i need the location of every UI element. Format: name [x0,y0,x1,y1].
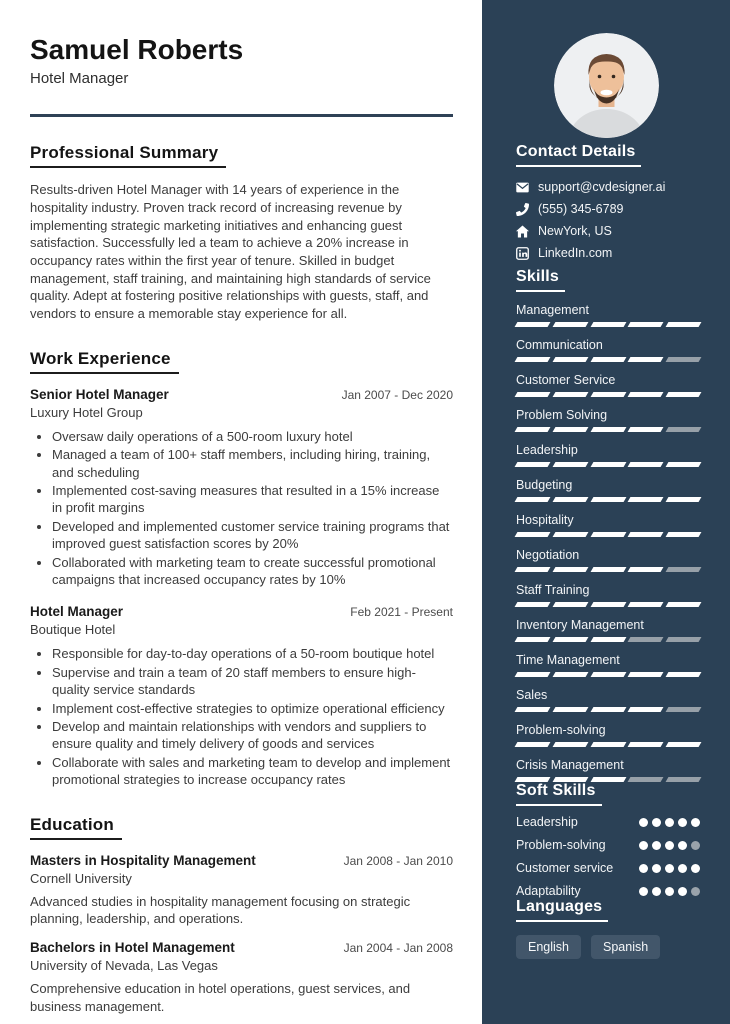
skill-label: Hospitality [516,513,574,527]
level-segment-filled [665,887,674,896]
skill-level-bar [516,532,700,537]
bullet-item: • Collaborate with sales and marketing team to develop and implement promotional strategies to increase occupancy rates [52,754,453,789]
level-segment-empty [666,707,702,712]
level-segment-empty [666,427,702,432]
level-segment-filled [552,532,588,537]
skill-label: Leadership [516,443,578,457]
language-pill: Spanish [591,935,660,959]
education-dates: Jan 2008 - Jan 2010 [343,853,453,868]
level-segment-filled [628,707,664,712]
education-entry [30,853,453,928]
level-segment-filled [652,841,661,850]
school-name: Cornell University [30,870,132,886]
experience-section [30,349,453,789]
contact-row-linkedin [516,246,700,260]
skill-level-bar [516,567,700,572]
skill-label: Management [516,303,589,317]
contact-linkedin: LinkedIn.com [538,246,613,260]
level-segment-filled [552,777,588,782]
phone-icon [516,203,529,216]
job-dates: Feb 2021 - Present [350,605,453,620]
soft-skill-label: Leadership [516,815,578,829]
level-segment-filled [628,357,664,362]
skill-item [516,618,700,642]
level-segment-filled [678,887,687,896]
contact-location: NewYork, US [538,224,612,238]
level-segment-filled [515,602,551,607]
job-title: Senior Hotel Manager [30,386,169,402]
skill-item [516,548,700,572]
level-segment-filled [515,777,551,782]
level-segment-filled [590,602,626,607]
level-segment-empty [666,357,702,362]
skill-level-bar [516,392,700,397]
level-segment-filled [666,602,702,607]
contact-row-email [516,180,700,194]
education-list [30,853,453,1016]
education-entry [30,940,453,1015]
soft-skill-level-dots [639,864,700,873]
level-segment-filled [590,497,626,502]
skill-label: Budgeting [516,478,573,492]
level-segment-filled [628,532,664,537]
contact-email: support@cvdesigner.ai [538,180,666,194]
contact-heading: Contact Details [516,143,641,167]
languages-heading: Languages [516,898,608,922]
skill-label: Staff Training [516,583,590,597]
skills-list [516,303,700,782]
skill-level-bar [516,672,700,677]
level-segment-filled [552,672,588,677]
level-segment-filled [552,742,588,747]
bullet-item: • Oversaw daily operations of a 500-room luxury hotel [52,428,453,445]
bullet-item: • Developed and implemented customer service training programs that improved guest satisfaction scores by 20% [52,518,453,553]
experience-heading: Work Experience [30,349,179,374]
job-entry [30,604,453,788]
skill-label: Inventory Management [516,618,644,632]
level-segment-filled [515,672,551,677]
bullet-item: • Responsible for day-to-day operations of a 50-room boutique hotel [52,645,453,662]
level-segment-filled [639,841,648,850]
education-description: Advanced studies in hospitality management focusing on strategic planning, leadership, and operations. [30,893,411,927]
skill-item [516,478,700,502]
level-segment-filled [590,637,626,642]
level-segment-empty [628,637,664,642]
skill-item [516,723,700,747]
skill-level-bar [516,602,700,607]
level-segment-filled [552,462,588,467]
bullet-item: • Collaborated with marketing team to create successful promotional campaigns that increased occupancy rates by 10% [52,554,453,589]
bullet-item: • Managed a team of 100+ staff members, including hiring, training, and scheduling [52,446,453,481]
degree-title: Masters in Hospitality Management [30,852,256,868]
sidebar [482,0,730,1024]
job-title: Hotel Manager [30,604,124,620]
soft-skill-level-dots [639,818,700,827]
soft-skills-list [516,815,700,898]
skill-level-bar [516,357,700,362]
level-segment-filled [590,322,626,327]
level-segment-filled [639,864,648,873]
person-job-title: Hotel Manager [30,70,129,88]
skill-item [516,758,700,782]
soft-skill-row [516,815,700,829]
skill-level-bar [516,427,700,432]
skills-heading: Skills [516,268,565,292]
soft-skill-row [516,861,700,875]
skill-level-bar [516,742,700,747]
home-icon [516,225,529,238]
skill-level-bar [516,637,700,642]
contact-list [516,180,700,260]
level-segment-filled [552,707,588,712]
person-name: Samuel Roberts [30,34,244,65]
level-segment-empty [628,777,664,782]
level-segment-filled [552,357,588,362]
level-segment-empty [666,637,702,642]
skill-level-bar [516,462,700,467]
level-segment-filled [666,742,702,747]
avatar-wrap [512,33,700,143]
skill-item [516,408,700,432]
school-name: University of Nevada, Las Vegas [30,957,218,973]
languages-list [516,935,700,959]
skill-item [516,688,700,712]
skill-item [516,653,700,677]
skill-label: Time Management [516,653,620,667]
level-segment-filled [691,818,700,827]
level-segment-filled [515,357,551,362]
summary-text: Results-driven Hotel Manager with 14 years of experience in the hospitality industry. Proven track record of increasing revenue by implementing strategic marketing initiatives and enhancing guest satisfaction. Successfully led a team to achieve a 20% increase in occupancy rates within the first year of tenure. Skilled in budget management, staff training, and maintaining high standards of service quality. Adept at fostering positive relationships with guests, staff, and vendors to ensure a memorable stay experience for all. [30,182,431,322]
level-segment-filled [515,707,551,712]
level-segment-filled [678,864,687,873]
level-segment-filled [590,427,626,432]
soft-skill-label: Problem-solving [516,838,606,852]
level-segment-filled [590,672,626,677]
level-segment-filled [552,567,588,572]
education-entry-header [30,853,453,868]
skill-label: Negotiation [516,548,580,562]
skill-label: Communication [516,338,603,352]
job-entry [30,387,453,589]
level-segment-filled [639,887,648,896]
header-divider [30,114,453,117]
skill-label: Problem Solving [516,408,608,422]
level-segment-empty [666,567,702,572]
level-segment-filled [552,602,588,607]
level-segment-filled [590,532,626,537]
bullet-item: • Implement cost-effective strategies to optimize operational efficiency [52,700,453,717]
soft-skill-level-dots [639,841,700,850]
skill-item [516,443,700,467]
level-segment-filled [590,462,626,467]
soft-skills-heading: Soft Skills [516,782,602,806]
skill-item [516,583,700,607]
experience-list [30,387,453,789]
degree-title: Bachelors in Hotel Management [30,939,235,955]
summary-heading: Professional Summary [30,143,226,168]
level-segment-empty [666,777,702,782]
soft-skill-label: Adaptability [516,884,581,898]
bullet-item: • Supervise and train a team of 20 staff members to ensure high-quality service standards [52,664,453,699]
level-segment-filled [666,497,702,502]
email-icon [516,181,529,194]
level-segment-filled [666,322,702,327]
level-segment-filled [515,637,551,642]
level-segment-filled [590,742,626,747]
linkedin-icon [516,247,529,260]
level-segment-filled [515,322,551,327]
level-segment-filled [590,777,626,782]
level-segment-filled [552,427,588,432]
level-segment-filled [552,392,588,397]
contact-row-phone [516,202,700,216]
level-segment-filled [652,864,661,873]
level-segment-filled [628,392,664,397]
profile-photo [554,33,659,138]
level-segment-filled [652,818,661,827]
job-dates: Jan 2007 - Dec 2020 [341,387,453,402]
soft-skill-row [516,838,700,852]
level-segment-filled [552,497,588,502]
skill-item [516,513,700,537]
summary-section [30,143,453,322]
level-segment-filled [666,462,702,467]
soft-skill-label: Customer service [516,861,614,875]
level-segment-filled [666,392,702,397]
bullet-item: • Implemented cost-saving measures that resulted in a 15% increase in profit margins [52,482,453,517]
level-segment-filled [652,887,661,896]
job-company: Boutique Hotel [30,622,116,638]
level-segment-filled [628,567,664,572]
level-segment-filled [515,567,551,572]
skill-label: Sales [516,688,548,702]
skill-item [516,373,700,397]
level-segment-filled [515,742,551,747]
level-segment-filled [666,532,702,537]
job-entry-header [30,387,453,402]
level-segment-filled [515,497,551,502]
skill-item [516,303,700,327]
language-pill: English [516,935,581,959]
soft-skill-row [516,884,700,898]
job-entry-header [30,604,453,619]
level-segment-filled [590,357,626,362]
level-segment-filled [639,818,648,827]
level-segment-filled [665,864,674,873]
level-segment-filled [515,462,551,467]
level-segment-filled [552,322,588,327]
level-segment-filled [590,707,626,712]
level-segment-filled [515,532,551,537]
level-segment-filled [590,392,626,397]
level-segment-filled [678,841,687,850]
skill-level-bar [516,322,700,327]
level-segment-filled [666,672,702,677]
level-segment-filled [678,818,687,827]
level-segment-filled [665,818,674,827]
level-segment-filled [665,841,674,850]
skill-label: Customer Service [516,373,616,387]
level-segment-filled [515,392,551,397]
skill-level-bar [516,707,700,712]
level-segment-filled [628,672,664,677]
education-section [30,815,453,1016]
skill-label: Problem-solving [516,723,606,737]
level-segment-filled [628,497,664,502]
level-segment-filled [590,567,626,572]
level-segment-empty [691,887,700,896]
job-company: Luxury Hotel Group [30,404,143,420]
soft-skill-level-dots [639,887,700,896]
education-entry-header [30,940,453,955]
education-dates: Jan 2004 - Jan 2008 [343,940,453,955]
job-bullet-list [30,428,453,589]
level-segment-filled [628,462,664,467]
level-segment-filled [628,602,664,607]
education-heading: Education [30,815,122,840]
education-description: Comprehensive education in hotel operations, guest services, and business management. [30,980,411,1014]
contact-phone: (555) 345-6789 [538,202,624,216]
contact-row-location [516,224,700,238]
level-segment-filled [552,637,588,642]
skill-item [516,338,700,362]
level-segment-empty [691,841,700,850]
level-segment-filled [515,427,551,432]
level-segment-filled [628,742,664,747]
skill-level-bar [516,497,700,502]
skill-level-bar [516,777,700,782]
level-segment-filled [628,322,664,327]
job-bullet-list [30,645,453,788]
level-segment-filled [628,427,664,432]
skill-label: Crisis Management [516,758,624,772]
level-segment-filled [691,864,700,873]
bullet-item: • Develop and maintain relationships with vendors and suppliers to ensure quality and timely delivery of goods and services [52,718,453,753]
